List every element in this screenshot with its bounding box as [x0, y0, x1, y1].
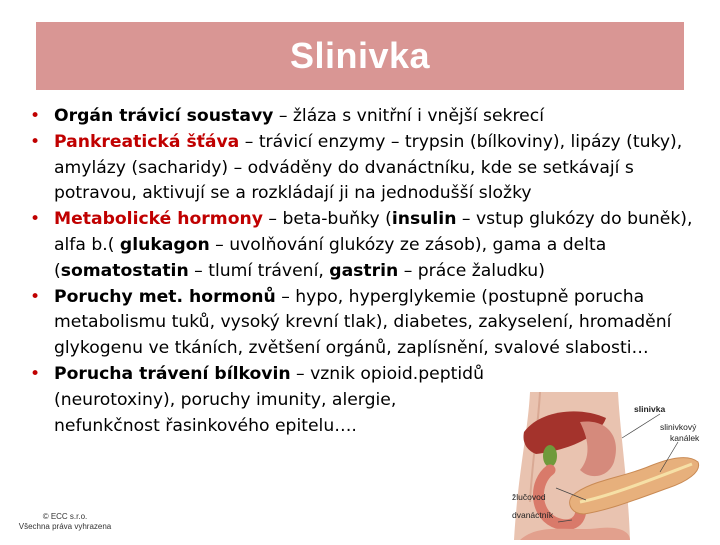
bullet-keyword: Metabolické hormony — [54, 209, 263, 230]
bullet-keyword-gastrin: gastrin — [329, 260, 399, 281]
label-duodenum: dvanáctník — [512, 510, 554, 520]
bullet-item-organ — [26, 104, 706, 130]
title-bar — [36, 22, 684, 90]
copyright-line: © ECC s.r.o. — [42, 512, 88, 521]
bullet-text: – trávicí enzymy – trypsin (bílkoviny), lipázy (tuky), amylázy (sacharidy) – odváděny do dvanáctníku, kde se setkávají s potravou, aktivují se a rozkládají ji na jednodušší složky — [54, 131, 683, 204]
bullet-keyword-insulin: insulin — [391, 209, 457, 230]
label-pancreas: slinivka — [634, 404, 666, 414]
slide-title: Slinivka — [289, 35, 431, 76]
label-pancreatic-duct: kanálek — [670, 433, 700, 443]
bullet-content — [26, 104, 706, 439]
bullet-keyword-glukagon: glukagon — [119, 234, 210, 255]
copyright-line: Všechna práva vyhrazena — [18, 522, 112, 531]
bullet-keyword: Pankreatická šťáva — [54, 131, 240, 152]
pancreas-illustration — [510, 392, 720, 540]
bullet-list — [26, 104, 706, 439]
bullet-text: (neurotoxiny), poruchy imunity, alergie, — [54, 389, 397, 410]
label-bile-duct: žlučovod — [512, 492, 546, 502]
bullet-text: – tlumí trávení, — [188, 260, 330, 281]
bullet-item-metabolic-hormones — [26, 207, 706, 284]
bullet-text: – žláza s vnitřní i vnější sekrecí — [273, 106, 544, 126]
bullet-keyword: Orgán trávicí soustavy — [54, 106, 274, 126]
bullet-keyword: Poruchy met. hormonů — [54, 286, 276, 307]
label-pancreatic-duct: slinivkový — [660, 422, 697, 432]
bullet-text: – hypo, hyperglykemie (postupně porucha metabolismu tuků, vysoký krevní tlak), diabetes, zakyselení, hromadění glykogenu ve tkáních, zvětšení orgánů, zaplísnění, svalové slabosti… — [54, 286, 672, 359]
bullet-text: – práce žaludku) — [398, 260, 545, 281]
bullet-text: – vznik opioid.peptidů — [290, 363, 484, 384]
bullet-text: – uvolňování glukózy ze zásob), gama a delta ( — [54, 234, 607, 281]
bullet-item-hormone-disorders — [26, 285, 706, 362]
bullet-keyword-somatostatin: somatostatin — [60, 260, 189, 281]
bullet-text: – vstup glukózy do buněk), alfa b.( — [54, 209, 693, 255]
bullet-text: nefunkčnost řasinkového epitelu…. — [54, 415, 357, 436]
copyright-notice — [10, 512, 120, 532]
bullet-keyword: Porucha trávení bílkovin — [54, 363, 291, 384]
bullet-text: – beta-buňky ( — [262, 209, 392, 230]
bullet-item-pancreatic-juice — [26, 130, 706, 207]
